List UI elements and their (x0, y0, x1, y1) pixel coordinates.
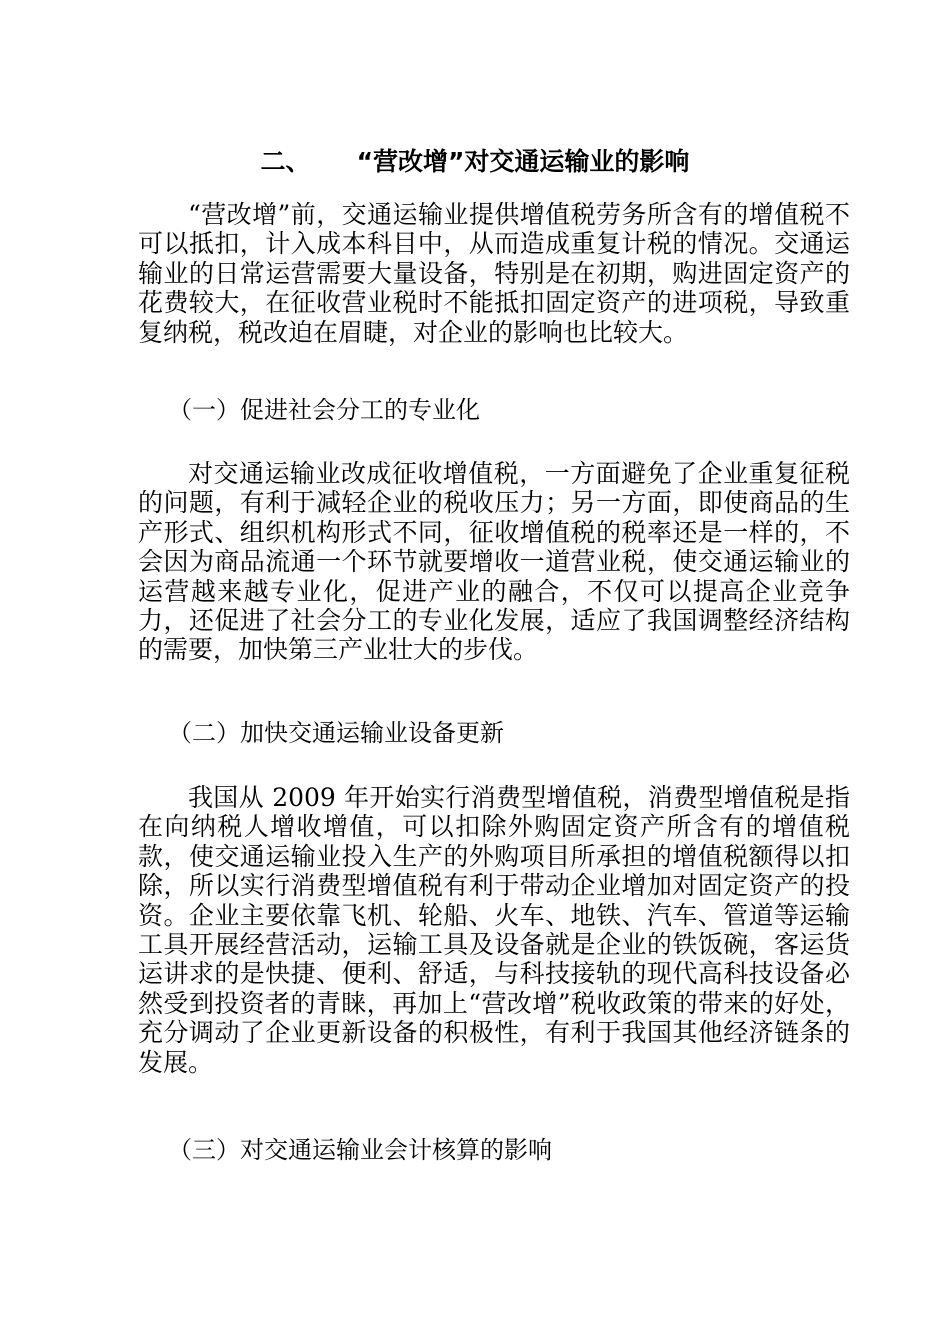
section-title: “营改增”对交通运输业的影响 (356, 147, 690, 176)
section-number: 二、 (260, 147, 311, 176)
subsection-paragraph-1: 对交通运输业改成征收增值税，一方面避免了企业重复征税的问题，有利于减轻企业的税收压力；另一方面，即使商品的生产形式、组织机构形式不同，征收增值税的税率还是一样的，不会因为商品流通一个环节就要增收一道营业税，使交通运输业的运营越来越专业化，促进产业的融合，不仅可以提高企业竞争力，还促进了社会分工的专业化发展，适应了我国调整经济结构的需要，加快第三产业壮大的步伐。 (138, 459, 850, 665)
subsection-paragraph-2: 我国从 2009 年开始实行消费型增值税，消费型增值税是指在向纳税人增收增值，可以扣除外购固定资产所含有的增值税款，使交通运输业投入生产的外购项目所承担的增值税额得以扣除，所以实行消费型增值税有利于带动企业增加对固定资产的投资。企业主要依靠飞机、轮船、火车、地铁、汽车、管道等运输工具开展经营活动，运输工具及设备就是企业的铁饭碗，客运货运讲求的是快捷、便利、舒适，与科技接轨的现代高科技设备必然受到投资者的青睐，再加上“营改增”税收政策的带来的好处，充分调动了企业更新设备的积极性，有利于我国其他经济链条的发展。 (138, 783, 850, 1077)
subsection-heading-2: （二）加快交通运输业设备更新 (168, 719, 504, 747)
section-heading (0, 146, 950, 178)
subsection-heading-1: （一）促进社会分工的专业化 (168, 396, 480, 424)
intro-paragraph: “营改增”前，交通运输业提供增值税劳务所含有的增值税不可以抵扣，计入成本科目中，从而造成重复计税的情况。交通运输业的日常运营需要大量设备，特别是在初期，购进固定资产的花费较大，在征收营业税时不能抵扣固定资产的进项税，导致重复纳税，税改迫在眉睫，对企业的影响也比较大。 (138, 200, 850, 347)
subsection-heading-3: （三）对交通运输业会计核算的影响 (168, 1136, 552, 1164)
